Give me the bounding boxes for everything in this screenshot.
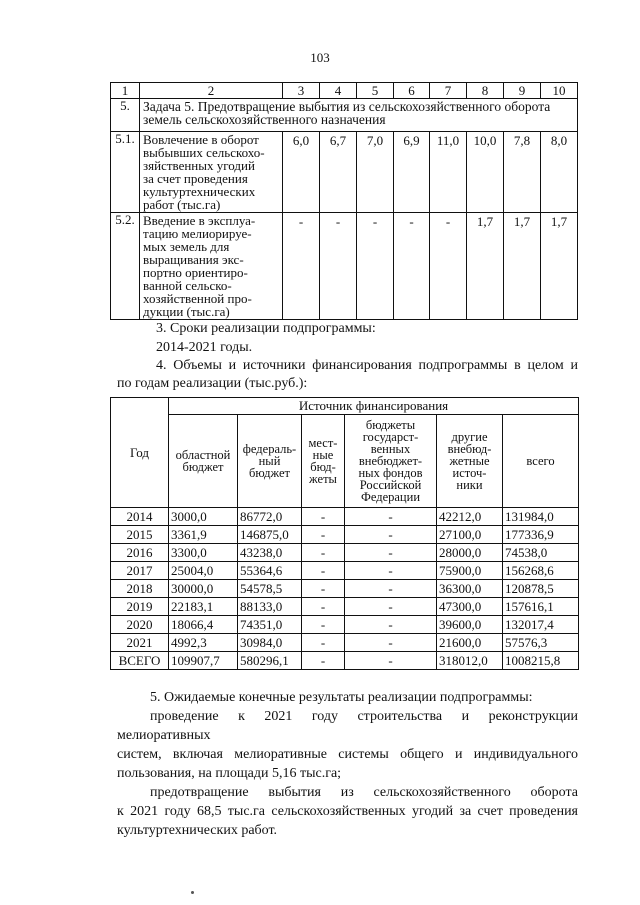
- regional-cell: 18066,4: [169, 616, 238, 634]
- header-cell: 9: [504, 83, 541, 99]
- header-line: жетные: [449, 454, 490, 468]
- header-cell: 6: [394, 83, 430, 99]
- header-cell: 8: [467, 83, 504, 99]
- section-5-title: 5. Ожидаемые конечные результаты реализации подпрограммы:: [150, 690, 533, 705]
- other-cell: 36300,0: [437, 580, 503, 598]
- scan-speck: [191, 891, 194, 894]
- value-cell: 1,7: [504, 213, 541, 320]
- total-cell: 74538,0: [503, 544, 579, 562]
- local-cell: -: [302, 526, 345, 544]
- header-line: ный: [258, 454, 281, 468]
- year-cell: 2014: [111, 508, 169, 526]
- paragraph-line: пользования, на площади 5,16 тыс.га;: [117, 766, 342, 781]
- header-cell: 2: [140, 83, 283, 99]
- year-cell: ВСЕГО: [111, 652, 169, 670]
- value-cell: -: [394, 213, 430, 320]
- value-cell: 1,7: [541, 213, 578, 320]
- value-cell: -: [283, 213, 320, 320]
- table-row: [111, 526, 579, 544]
- federal-cell: 88133,0: [238, 598, 302, 616]
- total-cell: 120878,5: [503, 580, 579, 598]
- financing-table: [110, 397, 579, 670]
- description-line: зяйственных угодий: [143, 158, 255, 173]
- local-cell: -: [302, 598, 345, 616]
- table-row: [111, 508, 579, 526]
- federal-cell: 86772,0: [238, 508, 302, 526]
- table-row: [111, 132, 578, 213]
- other-cell: 27100,0: [437, 526, 503, 544]
- funds-cell: -: [345, 580, 437, 598]
- header-line: всего: [526, 454, 555, 468]
- value-cell: 7,8: [504, 132, 541, 213]
- header-line: венных: [370, 442, 411, 456]
- value-cell: 8,0: [541, 132, 578, 213]
- row-description: [140, 213, 283, 320]
- paragraph-line: систем, включая мелиоративные системы общего и индивидуального: [117, 747, 578, 762]
- regional-cell: 3300,0: [169, 544, 238, 562]
- description-line: ванной сельско-: [143, 278, 232, 293]
- source-header: Источник финансирования: [169, 398, 579, 415]
- header-line: внебюджет-: [358, 454, 423, 468]
- header-cell: 1: [111, 83, 140, 99]
- local-cell: -: [302, 544, 345, 562]
- value-cell: 1,7: [467, 213, 504, 320]
- table-row: [111, 616, 579, 634]
- description-line: мых земель для: [143, 239, 230, 254]
- table-row: [111, 580, 579, 598]
- value-cell: 6,9: [394, 132, 430, 213]
- federal-cell: 580296,1: [238, 652, 302, 670]
- header-line: жеты: [309, 472, 337, 486]
- header-line: бюд-: [310, 460, 336, 474]
- local-cell: -: [302, 580, 345, 598]
- header-cell: 5: [357, 83, 394, 99]
- year-cell: 2019: [111, 598, 169, 616]
- page-number: 103: [310, 50, 330, 65]
- year-cell: 2016: [111, 544, 169, 562]
- column-header-extrabudgetary-funds: [345, 415, 437, 508]
- total-cell: 131984,0: [503, 508, 579, 526]
- regional-cell: 109907,7: [169, 652, 238, 670]
- section-3-title: 3. Сроки реализации подпрограммы:: [156, 321, 376, 336]
- total-cell: 157616,1: [503, 598, 579, 616]
- header-line: другие: [451, 430, 488, 444]
- total-cell: 57576,3: [503, 634, 579, 652]
- header-line: ных фондов: [358, 466, 423, 480]
- header-line: бюджет: [182, 460, 224, 474]
- value-cell: 6,7: [320, 132, 357, 213]
- funds-cell: -: [345, 544, 437, 562]
- local-cell: -: [302, 616, 345, 634]
- federal-cell: 55364,6: [238, 562, 302, 580]
- local-cell: -: [302, 652, 345, 670]
- column-header-regional-budget: [169, 415, 238, 508]
- description-line: Вовлечение в оборот: [143, 132, 259, 147]
- header-line: областной: [175, 448, 231, 462]
- header-line: Российской: [359, 478, 422, 492]
- regional-cell: 22183,1: [169, 598, 238, 616]
- funds-cell: -: [345, 508, 437, 526]
- table-row: [111, 634, 579, 652]
- description-line: культуртехнических: [143, 184, 256, 199]
- funds-cell: -: [345, 634, 437, 652]
- header-cell: 7: [430, 83, 467, 99]
- table-row: [111, 544, 579, 562]
- regional-cell: 30000,0: [169, 580, 238, 598]
- funds-cell: -: [345, 652, 437, 670]
- header-line: Федерации: [360, 490, 421, 504]
- task-row: [111, 99, 578, 132]
- paragraph-line: проведение к 2021 году строительства и реконструкции мелиоративных: [117, 709, 578, 743]
- description-line: портно ориентиро-: [143, 265, 248, 280]
- other-cell: 47300,0: [437, 598, 503, 616]
- value-cell: -: [430, 213, 467, 320]
- header-line: источ-: [452, 466, 487, 480]
- total-cell: 132017,4: [503, 616, 579, 634]
- task-text: Задача 5. Предотвращение выбытия из сельскохозяйственного оборота земель сельскохозяйственного назначения: [140, 99, 578, 132]
- paragraph-line: к 2021 году 68,5 тыс.га сельскохозяйственных угодий за счет проведения: [117, 804, 578, 819]
- local-cell: -: [302, 508, 345, 526]
- year-cell: 2020: [111, 616, 169, 634]
- header-cell: 3: [283, 83, 320, 99]
- other-cell: 75900,0: [437, 562, 503, 580]
- row-number: 5.2.: [111, 213, 140, 320]
- regional-cell: 25004,0: [169, 562, 238, 580]
- section-3-value: 2014-2021 годы.: [156, 340, 253, 355]
- description-line: хозяйственной про-: [143, 291, 252, 306]
- description-line: выбывших сельскохо-: [143, 145, 265, 160]
- description-line: Введение в эксплуа-: [143, 213, 256, 228]
- table-row: [111, 598, 579, 616]
- federal-cell: 43238,0: [238, 544, 302, 562]
- federal-cell: 146875,0: [238, 526, 302, 544]
- section-4-line-1: 4. Объемы и источники финансирования подпрограммы в целом и: [156, 358, 578, 373]
- other-cell: 42212,0: [437, 508, 503, 526]
- column-header-federal-budget: [238, 415, 302, 508]
- table-row: [111, 562, 579, 580]
- table-header-row: [111, 83, 578, 99]
- other-cell: 318012,0: [437, 652, 503, 670]
- regional-cell: 3361,9: [169, 526, 238, 544]
- column-header-row: [111, 415, 579, 508]
- other-cell: 39600,0: [437, 616, 503, 634]
- funds-cell: -: [345, 562, 437, 580]
- year-cell: 2021: [111, 634, 169, 652]
- value-cell: 11,0: [430, 132, 467, 213]
- description-line: тацию мелиорируе-: [143, 226, 252, 241]
- value-cell: 6,0: [283, 132, 320, 213]
- header-line: внебюд-: [447, 442, 492, 456]
- total-cell: 1008215,8: [503, 652, 579, 670]
- regional-cell: 4992,3: [169, 634, 238, 652]
- total-cell: 177336,9: [503, 526, 579, 544]
- year-cell: 2015: [111, 526, 169, 544]
- value-cell: 7,0: [357, 132, 394, 213]
- description-line: работ (тыс.га): [143, 197, 221, 212]
- column-header-local-budgets: [302, 415, 345, 508]
- paragraph-line: культуртехнических работ.: [117, 823, 278, 838]
- section-4-line-2: по годам реализации (тыс.руб.):: [117, 376, 308, 391]
- header-line: бюджет: [249, 466, 290, 480]
- other-cell: 21600,0: [437, 634, 503, 652]
- row-number: 5.1.: [111, 132, 140, 213]
- section-5: [117, 688, 578, 840]
- total-cell: 156268,6: [503, 562, 579, 580]
- description-line: за счет проведения: [143, 171, 248, 186]
- year-cell: 2018: [111, 580, 169, 598]
- description-line: дукции (тыс.га): [143, 304, 230, 319]
- funds-cell: -: [345, 616, 437, 634]
- local-cell: -: [302, 634, 345, 652]
- federal-cell: 74351,0: [238, 616, 302, 634]
- header-cell: 10: [541, 83, 578, 99]
- header-line: государст-: [362, 430, 419, 444]
- regional-cell: 3000,0: [169, 508, 238, 526]
- column-header-total: [503, 415, 579, 508]
- description-line: выращивания экс-: [143, 252, 244, 267]
- header-line: мест-: [308, 436, 338, 450]
- year-cell: 2017: [111, 562, 169, 580]
- funds-cell: -: [345, 598, 437, 616]
- value-cell: -: [357, 213, 394, 320]
- source-header-row: [111, 398, 579, 415]
- value-cell: 10,0: [467, 132, 504, 213]
- federal-cell: 30984,0: [238, 634, 302, 652]
- header-line: ники: [456, 478, 483, 492]
- table-row-total: [111, 652, 579, 670]
- federal-cell: 54578,5: [238, 580, 302, 598]
- table-row: [111, 213, 578, 320]
- year-header: Год: [111, 398, 169, 508]
- funds-cell: -: [345, 526, 437, 544]
- local-cell: -: [302, 562, 345, 580]
- paragraph-line: предотвращение выбытия из сельскохозяйственного оборота: [150, 785, 578, 800]
- header-line: бюджеты: [365, 418, 416, 432]
- column-header-other-sources: [437, 415, 503, 508]
- header-line: ные: [312, 448, 334, 462]
- other-cell: 28000,0: [437, 544, 503, 562]
- header-cell: 4: [320, 83, 357, 99]
- header-line: федераль-: [242, 442, 297, 456]
- value-cell: -: [320, 213, 357, 320]
- task-number: 5.: [111, 99, 140, 132]
- row-description: [140, 132, 283, 213]
- indicators-table: [110, 82, 578, 320]
